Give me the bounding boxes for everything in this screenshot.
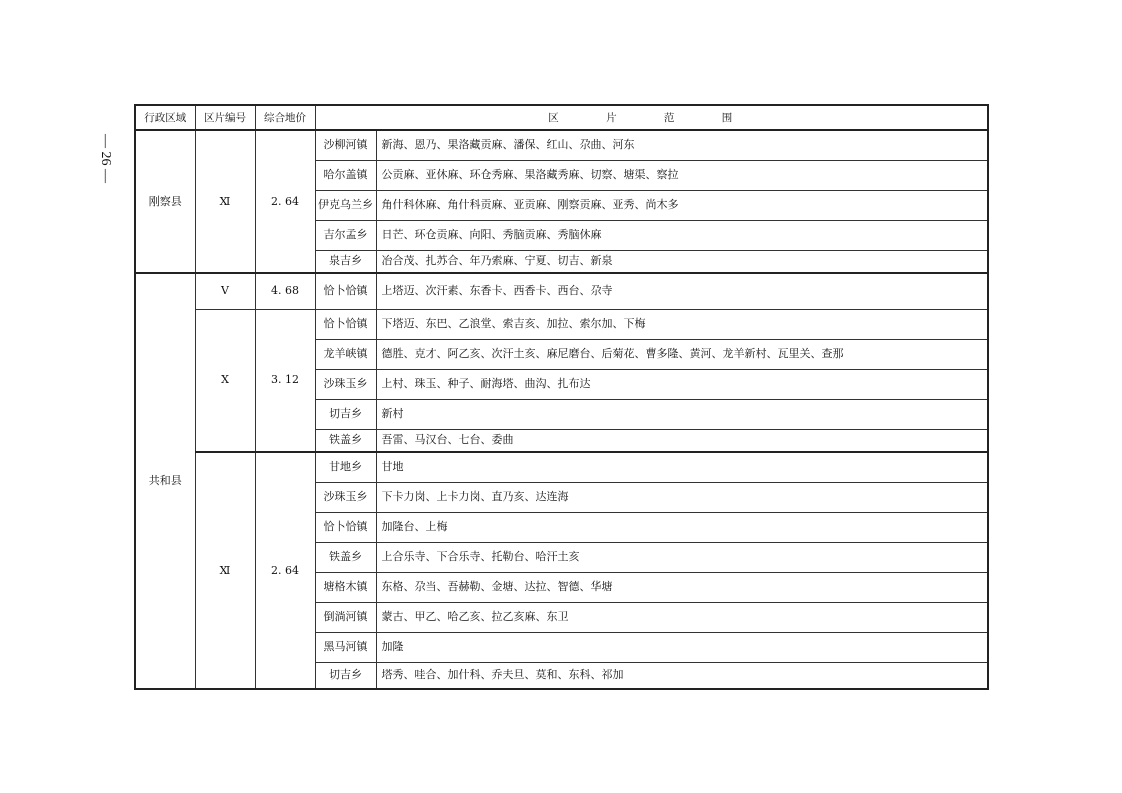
town-cell: 吉尔孟乡 [315, 220, 376, 250]
town-cell: 伊克乌兰乡 [315, 190, 376, 220]
range-cell: 甘地 [376, 452, 988, 482]
range-cell: 新村 [376, 399, 988, 429]
range-cell: 新海、恩乃、果洛藏贡麻、潘保、红山、尕曲、河东 [376, 130, 988, 160]
zone-number-cell: Ⅹ [195, 309, 255, 452]
town-cell: 铁盖乡 [315, 542, 376, 572]
land-price-table [134, 104, 989, 690]
town-cell: 哈尔盖镇 [315, 160, 376, 190]
range-cell: 日芒、环仓贡麻、向阳、秀脑贡麻、秀脑休麻 [376, 220, 988, 250]
range-cell: 冶合茂、扎苏合、年乃索麻、宁夏、切吉、新泉 [376, 250, 988, 273]
header-price: 综合地价 [255, 105, 315, 130]
range-cell: 上合乐寺、下合乐寺、托勒台、哈汗土亥 [376, 542, 988, 572]
town-cell: 切吉乡 [315, 399, 376, 429]
price-cell: 3. 12 [255, 309, 315, 452]
range-cell: 下卡力岗、上卡力岗、直乃亥、达连海 [376, 482, 988, 512]
town-cell: 黑马河镇 [315, 632, 376, 662]
header-region: 行政区域 [135, 105, 195, 130]
range-cell: 塔秀、哇合、加什科、乔夫旦、莫和、东科、祁加 [376, 662, 988, 689]
region-cell: 共和县 [135, 273, 195, 689]
town-cell: 铁盖乡 [315, 429, 376, 452]
zone-number-cell: Ⅺ [195, 452, 255, 689]
range-cell: 加隆 [376, 632, 988, 662]
range-cell: 东格、尕当、吾赫勒、金塘、达拉、智德、华塘 [376, 572, 988, 602]
town-cell: 龙羊峡镇 [315, 339, 376, 369]
town-cell: 切吉乡 [315, 662, 376, 689]
zone-number-cell: Ⅴ [195, 273, 255, 309]
range-cell: 德胜、克才、阿乙亥、次汗土亥、麻尼磨台、后菊花、曹多隆、黄河、龙羊新村、瓦里关、查那 [376, 339, 988, 369]
town-cell: 沙柳河镇 [315, 130, 376, 160]
town-cell: 倒淌河镇 [315, 602, 376, 632]
range-cell: 吾雷、马汉台、七台、委曲 [376, 429, 988, 452]
price-cell: 2. 64 [255, 130, 315, 273]
table-row [135, 452, 988, 482]
range-cell: 上村、珠玉、种子、耐海塔、曲沟、扎布达 [376, 369, 988, 399]
range-cell: 下塔迈、东巴、乙浪堂、索吉亥、加拉、索尔加、下梅 [376, 309, 988, 339]
zone-number-cell: Ⅺ [195, 130, 255, 273]
town-cell: 恰卜恰镇 [315, 273, 376, 309]
town-cell: 泉吉乡 [315, 250, 376, 273]
region-cell: 刚察县 [135, 130, 195, 273]
page-number: — 26 — [98, 133, 113, 183]
town-cell: 沙珠玉乡 [315, 369, 376, 399]
table-header-row [135, 105, 988, 130]
table-row [135, 309, 988, 339]
range-cell: 蒙古、甲乙、哈乙亥、拉乙亥麻、东卫 [376, 602, 988, 632]
town-cell: 恰卜恰镇 [315, 512, 376, 542]
town-cell: 沙珠玉乡 [315, 482, 376, 512]
price-cell: 4. 68 [255, 273, 315, 309]
header-range: 区 片 范 围 [315, 105, 988, 130]
range-cell: 角什科休麻、角什科贡麻、亚贡麻、刚察贡麻、亚秀、尚木多 [376, 190, 988, 220]
table-row [135, 130, 988, 160]
range-cell: 加隆台、上梅 [376, 512, 988, 542]
range-cell: 公贡麻、亚休麻、环仓秀麻、果洛藏秀麻、切察、塘渠、察拉 [376, 160, 988, 190]
town-cell: 恰卜恰镇 [315, 309, 376, 339]
price-cell: 2. 64 [255, 452, 315, 689]
range-cell: 上塔迈、次汗素、东香卡、西香卡、西台、尕寺 [376, 273, 988, 309]
town-cell: 甘地乡 [315, 452, 376, 482]
table-row [135, 273, 988, 309]
town-cell: 塘格木镇 [315, 572, 376, 602]
header-zone-number: 区片编号 [195, 105, 255, 130]
